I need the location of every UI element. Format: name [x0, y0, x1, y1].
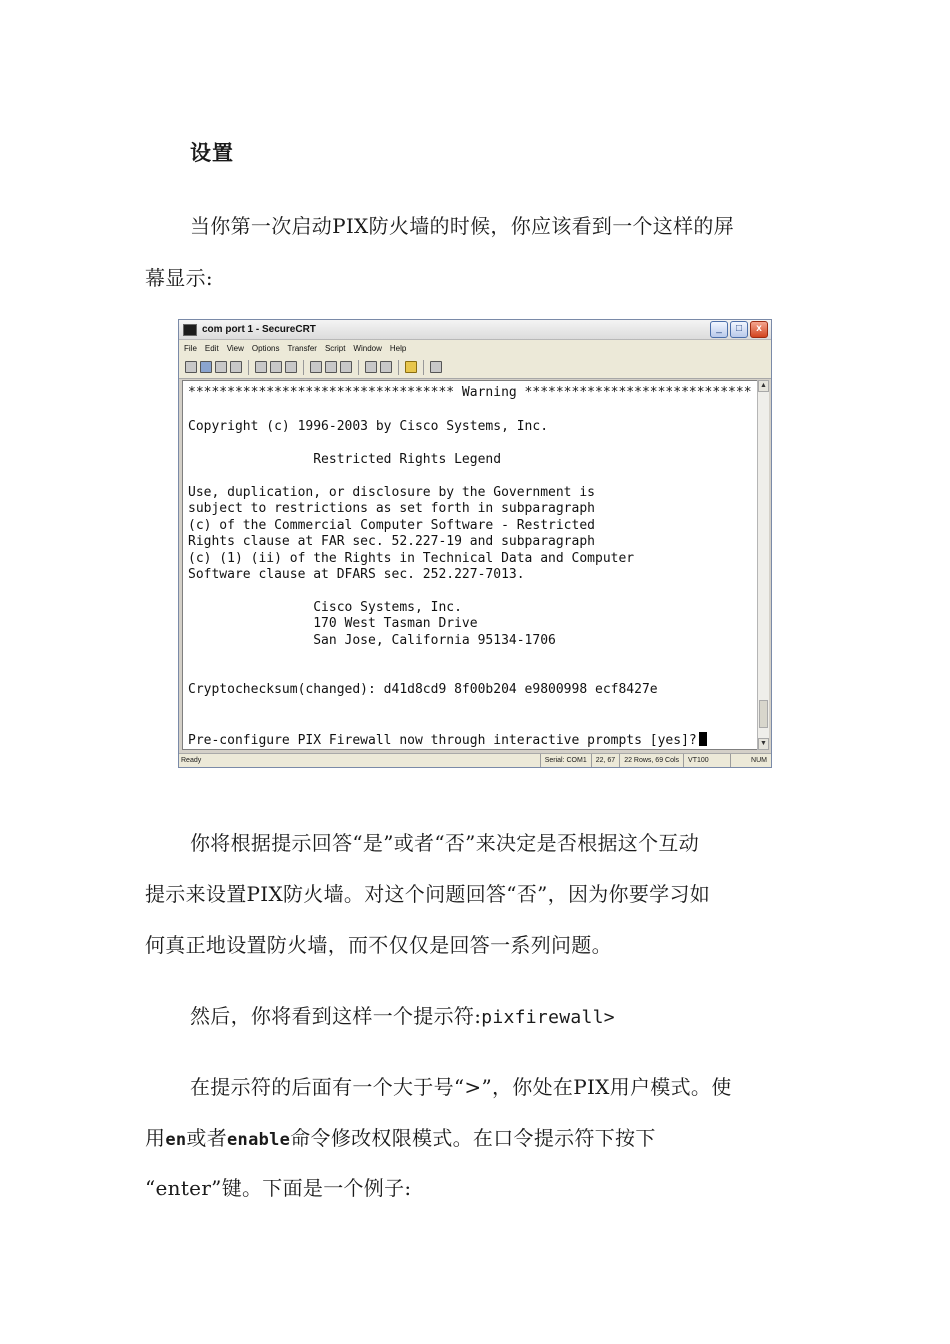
- para4-text-pre: 用: [145, 1126, 166, 1150]
- global-options-icon[interactable]: [380, 361, 392, 373]
- status-serial: Serial: COM1: [540, 754, 591, 767]
- menu-window[interactable]: Window: [353, 343, 382, 353]
- status-ready: Ready: [181, 757, 202, 764]
- para4-line-2: [145, 1122, 656, 1151]
- status-bar: [179, 753, 771, 767]
- para2-line-1: 你将根据提示回答“是”或者“否”来决定是否根据这个互动: [190, 831, 699, 855]
- toolbar: [179, 356, 771, 379]
- menu-script[interactable]: Script: [324, 343, 346, 353]
- terminal-prompt-text: Pre-configure PIX Firewall now through interactive prompts [yes]?: [188, 733, 697, 748]
- terminal-app-icon: [183, 324, 197, 336]
- toolbar-separator: [303, 360, 304, 375]
- scroll-thumb[interactable]: [759, 700, 768, 728]
- copy-icon[interactable]: [255, 361, 267, 373]
- quick-connect-icon[interactable]: [200, 361, 212, 373]
- para4-text-mid: 或者: [186, 1126, 227, 1150]
- terminal-cursor: [699, 732, 707, 746]
- terminal-scrollbar[interactable]: [757, 380, 769, 750]
- prompt-example: pixfirewall>: [481, 1007, 615, 1028]
- terminal-line: Rights clause at FAR sec. 52.227-19 and subparagraph: [188, 534, 595, 549]
- minimize-button[interactable]: _: [710, 321, 728, 338]
- find-icon[interactable]: [285, 361, 297, 373]
- status-size: 22 Rows, 69 Cols: [619, 754, 683, 767]
- terminal-line: San Jose, California 95134-1706: [188, 633, 556, 648]
- command-enable: enable: [227, 1130, 291, 1150]
- securecrt-window: [178, 319, 772, 768]
- maximize-button[interactable]: □: [730, 321, 748, 338]
- menu-edit[interactable]: Edit: [204, 343, 219, 353]
- connect-icon[interactable]: [185, 361, 197, 373]
- window-title: com port 1 - SecureCRT: [202, 324, 316, 335]
- paste-icon[interactable]: [270, 361, 282, 373]
- terminal-area[interactable]: [182, 380, 758, 750]
- disconnect-icon[interactable]: [230, 361, 242, 373]
- terminal-line: subject to restrictions as set forth in subparagraph: [188, 501, 595, 516]
- close-button[interactable]: x: [750, 321, 768, 338]
- terminal-line: Use, duplication, or disclosure by the Government is: [188, 485, 595, 500]
- intro-line-2: 幕显示:: [145, 266, 213, 290]
- terminal-line: Cryptochecksum(changed): d41d8cd9 8f00b204 e9800998 ecf8427e: [188, 682, 658, 697]
- command-en: en: [165, 1130, 187, 1150]
- menu-view[interactable]: View: [226, 343, 244, 353]
- section-heading: 设置: [190, 141, 234, 165]
- window-titlebar[interactable]: [179, 320, 771, 340]
- toolbar-separator: [248, 360, 249, 375]
- status-emulation: VT100: [683, 754, 730, 767]
- scroll-down-arrow-icon[interactable]: ▼: [758, 738, 769, 750]
- intro-line-1: 当你第一次启动PIX防火墙的时候，你应该看到一个这样的屏: [190, 214, 734, 238]
- toolbar-separator: [398, 360, 399, 375]
- menu-transfer[interactable]: Transfer: [287, 343, 317, 353]
- para2-line-2: 提示来设置PIX防火墙。对这个问题回答“否”，因为你要学习如: [145, 882, 711, 906]
- print-icon[interactable]: [340, 361, 352, 373]
- para2-line-3: 何真正地设置防火墙，而不仅仅是回答一系列问题。: [145, 933, 612, 957]
- toolbar-separator: [423, 360, 424, 375]
- terminal-line: (c) of the Commercial Computer Software - Restricted: [188, 518, 595, 533]
- para3-line: [190, 1000, 615, 1029]
- para4-line-1: 在提示符的后面有一个大于号“>”，你处在PIX用户模式。使: [190, 1075, 732, 1099]
- para4-line-3: “enter”键。下面是一个例子:: [145, 1176, 412, 1200]
- scroll-up-arrow-icon[interactable]: ▲: [758, 380, 769, 392]
- menu-help[interactable]: Help: [389, 343, 407, 353]
- status-num: NUM: [730, 754, 771, 767]
- session-options-icon[interactable]: [365, 361, 377, 373]
- status-position: 22, 67: [591, 754, 619, 767]
- sftp-icon[interactable]: [430, 361, 442, 373]
- terminal-line: Copyright (c) 1996-2003 by Cisco Systems, Inc.: [188, 419, 549, 434]
- para4-text-post: 命令修改权限模式。在口令提示符下按下: [290, 1126, 656, 1150]
- terminal-line: Software clause at DFARS sec. 252.227-7013.: [188, 567, 525, 582]
- terminal-line: ********************************** Warning *****************************: [188, 385, 752, 400]
- menu-bar: [179, 340, 771, 356]
- para3-text: 然后，你将看到这样一个提示符:: [190, 1004, 482, 1028]
- key-icon[interactable]: [405, 361, 417, 373]
- terminal-line: Cisco Systems, Inc.: [188, 600, 462, 615]
- terminal-prompt-line: [188, 732, 707, 749]
- reconnect-icon[interactable]: [215, 361, 227, 373]
- print-selection-icon[interactable]: [325, 361, 337, 373]
- menu-file[interactable]: File: [184, 343, 197, 353]
- print-setup-icon[interactable]: [310, 361, 322, 373]
- toolbar-separator: [358, 360, 359, 375]
- terminal-line: 170 West Tasman Drive: [188, 616, 478, 631]
- terminal-line: (c) (1) (ii) of the Rights in Technical Data and Computer: [188, 551, 635, 566]
- terminal-line: Restricted Rights Legend: [188, 452, 502, 467]
- menu-options[interactable]: Options: [251, 343, 280, 353]
